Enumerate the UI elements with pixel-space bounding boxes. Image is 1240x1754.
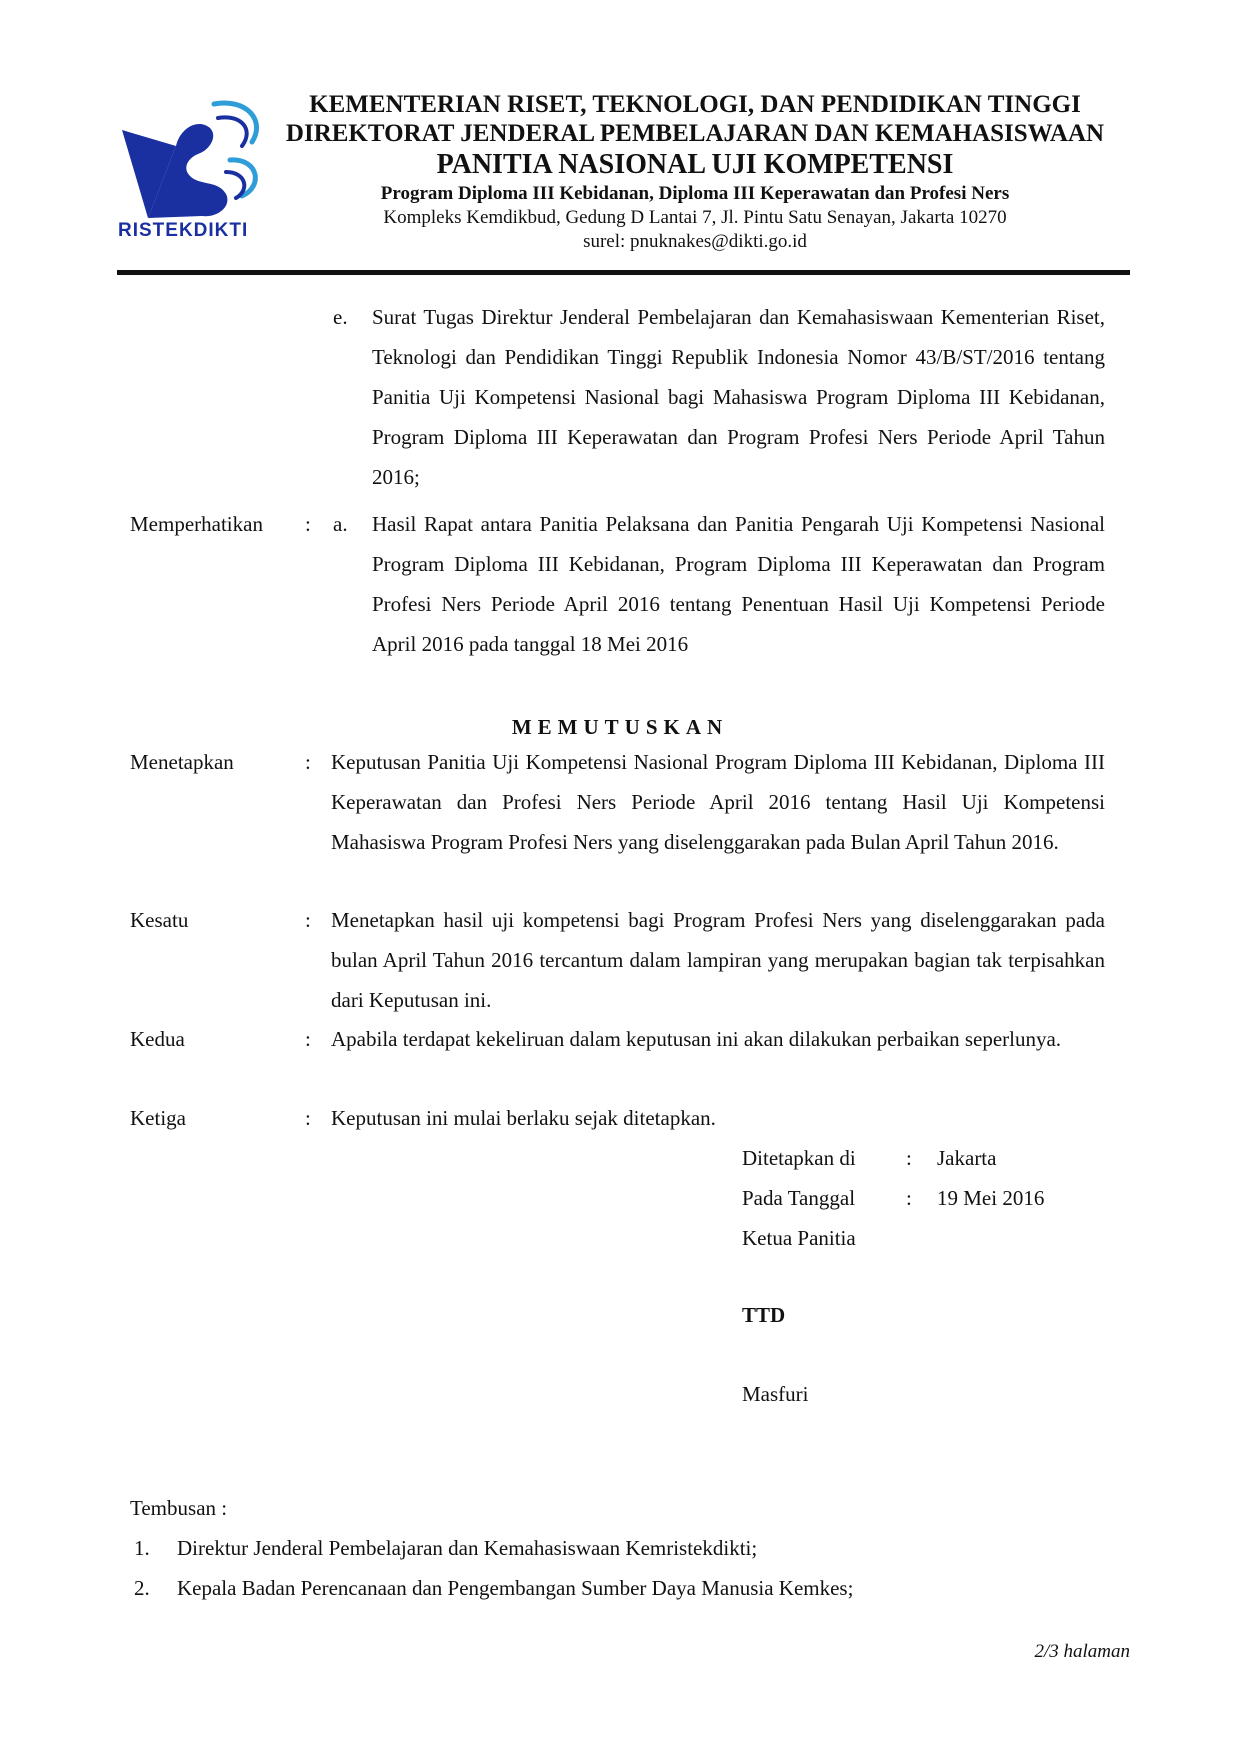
decision-heading: MEMUTUSKAN [511,715,729,739]
decision-colon: : [305,908,311,932]
ministry-name: KEMENTERIAN RISET, TEKNOLOGI, DAN PENDIDIKAN TINGGI [309,91,1081,118]
letterhead [275,90,1115,254]
signature-date-colon: : [906,1186,912,1210]
memperhatikan-label: Memperhatikan [130,512,263,536]
signature-place-label: Ditetapkan di [742,1146,856,1170]
logo-wordmark: RISTEKDIKTI [118,220,249,241]
decision-label-kesatu: Kesatu [130,908,189,932]
tembusan-item: Kepala Badan Perencanaan dan Pengembangan Sumber Daya Manusia Kemkes; [177,1576,854,1600]
tembusan-number: 1. [134,1536,150,1560]
directorate-name: DIREKTORAT JENDERAL PEMBELAJARAN DAN KEMAHASISWAAN [285,120,1105,147]
tembusan-label: Tembusan : [130,1496,228,1520]
signature-date-label: Pada Tanggal [742,1186,856,1210]
tembusan-number: 2. [134,1576,150,1600]
decision-text-kesatu: Menetapkan hasil uji kompetensi bagi Program Profesi Ners yang diselenggarakan pada bulan April Tahun 2016 tercantum dalam lampiran yang merupakan bagian tak terpisahkan dari Keputusan ini. [331,908,1105,1012]
signature-place-colon: : [906,1146,912,1170]
decision-label-kedua: Kedua [130,1027,185,1051]
decision-colon: : [305,750,311,774]
signatory-name: Masfuri [742,1382,809,1406]
tembusan-item: Direktur Jenderal Pembelajaran dan Kemahasiswaan Kemristekdikti; [177,1536,758,1560]
signature-role: Ketua Panitia [742,1226,856,1250]
memperhatikan-colon: : [305,512,311,536]
signature-ttd: TTD [742,1303,786,1327]
committee-name: PANITIA NASIONAL UJI KOMPETENSI [436,149,954,180]
ristekdikti-logo-icon [118,98,268,240]
program-name: Program Diploma III Kebidanan, Diploma III Keperawatan dan Profesi Ners [380,183,1010,204]
item-e-text: Surat Tugas Direktur Jenderal Pembelajaran dan Kemahasiswaan Kementerian Riset, Teknologi dan Pendidikan Tinggi Republik Indonesia Nomor 43/B/ST/2016 tentang Panitia Uji Kompetensi Nasional bagi Mahasiswa Program Diploma III Kebidanan, Program Diploma III Keperawatan dan Program Profesi Ners Periode April Tahun 2016; [372,305,1105,489]
decision-text-menetapkan: Keputusan Panitia Uji Kompetensi Nasional Program Diploma III Kebidanan, Diploma III Keperawatan dan Profesi Ners Periode April 2016 tentang Hasil Uji Kompetensi Mahasiswa Program Profesi Ners yang diselenggarakan pada Bulan April Tahun 2016. [331,750,1105,854]
memperhatikan-text: Hasil Rapat antara Panitia Pelaksana dan Panitia Pengarah Uji Kompetensi Nasional Program Diploma III Kebidanan, Program Diploma III Keperawatan dan Program Profesi Ners Periode April 2016 tentang Penentuan Hasil Uji Kompetensi Periode April 2016 pada tanggal 18 Mei 2016 [372,512,1105,656]
signature-date-value: 19 Mei 2016 [937,1186,1045,1210]
decision-label-ketiga: Ketiga [130,1106,186,1130]
memperhatikan-marker: a. [333,512,348,536]
page-number: 2/3 halaman [1034,1641,1130,1662]
decision-colon: : [305,1106,311,1130]
decision-text-ketiga: Keputusan ini mulai berlaku sejak ditetapkan. [331,1106,716,1130]
email: surel: pnuknakes@dikti.go.id [583,231,807,252]
address: Kompleks Kemdikbud, Gedung D Lantai 7, Jl. Pintu Satu Senayan, Jakarta 10270 [383,207,1007,228]
signature-place-value: Jakarta [937,1146,997,1170]
header-divider [117,270,1130,275]
decision-label-menetapkan: Menetapkan [130,750,234,774]
decision-colon: : [305,1027,311,1051]
decision-text-kedua: Apabila terdapat kekeliruan dalam keputusan ini akan dilakukan perbaikan seperlunya. [331,1027,1062,1051]
item-e-marker: e. [333,305,348,329]
